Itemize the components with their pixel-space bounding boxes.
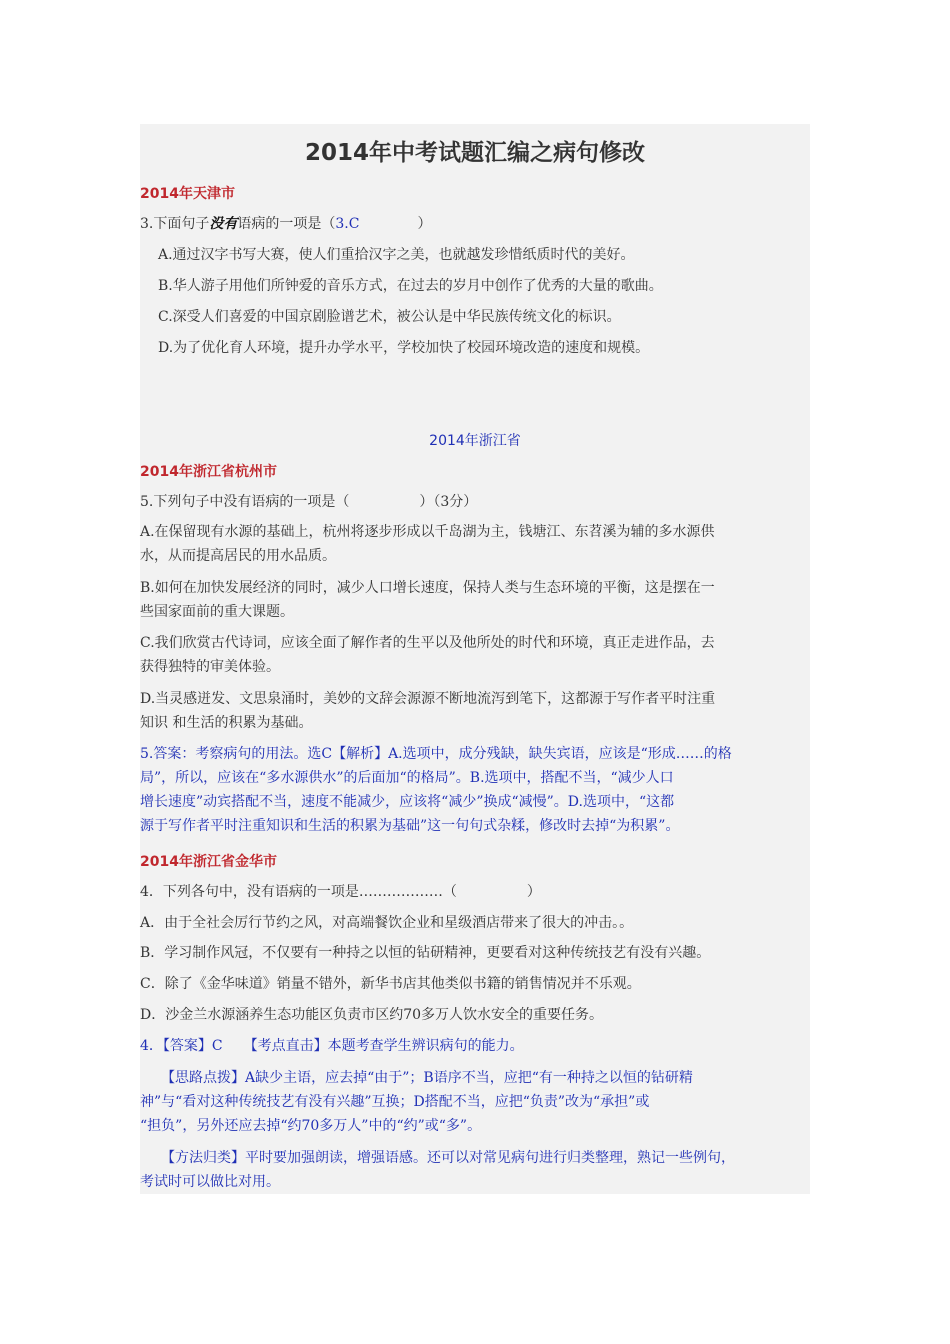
option-d: D.为了优化育人环境，提升办学水平，学校加快了校园环境改造的速度和规模。: [158, 340, 650, 356]
answer-line: 源于写作者平时注重知识和生活的积累为基础”这一句句式杂糅，修改时去掉“为积累”。: [140, 818, 680, 834]
option-line: A.在保留现有水源的基础上，杭州将逐步形成以千岛湖为主，钱塘江、东苕溪为辅的多水源供: [140, 524, 715, 540]
analysis-line: 【思路点拨】A缺少主语，应去掉“由于”；B语序不当，应把“有一种持之以恒的钻研精: [140, 1070, 693, 1086]
answer-hangzhou: [140, 742, 810, 838]
analysis-line: 神”与“看对这种传统技艺有没有兴趣”互换；D搭配不当，应把“负责”改为“承担”或: [140, 1094, 650, 1110]
question-emphasis: 没有: [209, 216, 238, 232]
option-d: D．沙金兰水源涵养生态功能区负责市区约70多万人饮水安全的重要任务。: [140, 1007, 604, 1023]
option-line: 些国家面前的重大课题。: [140, 604, 294, 620]
question-jinhua: 4．下列各句中，没有语病的一项是………………（ ）: [140, 884, 541, 900]
question-prefix: 3.下面句子: [140, 216, 210, 232]
section-heading-jinhua: 2014年浙江省金华市: [140, 854, 277, 870]
option-b: [140, 576, 810, 624]
analysis-jinhua: [140, 1066, 810, 1138]
question-hangzhou: 5.下列句子中没有语病的一项是（ ）（3分）: [140, 494, 478, 510]
option-line: 水，从而提高居民的用水品质。: [140, 548, 336, 564]
option-c: C.深受人们喜爱的中国京剧脸谱艺术，被公认是中华民族传统文化的标识。: [158, 309, 621, 325]
answer-line: 增长速度”动宾搭配不当，速度不能减少，应该将“减少”换成“减慢”。D.选项中，“这都: [140, 794, 675, 810]
option-a: A.通过汉字书写大赛，使人们重拾汉字之美，也就越发珍惜纸质时代的美好。: [158, 247, 635, 263]
question-suffix: 语病的一项是（: [237, 216, 336, 232]
answer-jinhua: 4．【答案】C 【考点直击】本题考查学生辨识病句的能力。: [140, 1038, 524, 1054]
answer-inline: 3.C: [335, 216, 360, 232]
option-line: B.如何在加快发展经济的同时，减少人口增长速度，保持人类与生态环境的平衡，这是摆在一: [140, 580, 715, 596]
page-title: 2014年中考试题汇编之病句修改: [304, 140, 645, 166]
option-a: [140, 520, 810, 568]
document-body: [140, 124, 810, 1194]
option-c: C．除了《金华味道》销量不错外，新华书店其他类似书籍的销售情况并不乐观。: [140, 976, 641, 992]
option-line: D.当灵感迸发、文思泉涌时，美妙的文辞会源源不断地流泻到笔下，这都源于写作者平时注重: [140, 691, 716, 707]
question-tianjin: [140, 210, 431, 238]
option-line: 知识 和生活的积累为基础。: [140, 715, 313, 731]
question-close: ）: [417, 216, 432, 232]
option-d: [140, 687, 810, 735]
method-jinhua: [140, 1146, 810, 1194]
option-line: 获得独特的审美体验。: [140, 659, 280, 675]
method-line: 考试时可以做比对用。: [140, 1174, 280, 1190]
option-c: [140, 631, 810, 679]
analysis-line: “担负”，另外还应去掉“约70多万人”中的“约”或“多”。: [140, 1118, 482, 1134]
answer-line: 局”，所以，应该在“多水源供水”的后面加“的格局”。B.选项中，搭配不当，“减少人口: [140, 770, 674, 786]
section-heading-tianjin: 2014年天津市: [140, 186, 235, 202]
section-heading-hangzhou: 2014年浙江省杭州市: [140, 464, 277, 480]
answer-line: 5.答案：考察病句的用法。选C【解析】A.选项中，成分残缺，缺失宾语，应该是“形成……的格: [140, 746, 732, 762]
method-line: 【方法归类】平时要加强朗读，增强语感。还可以对常见病句进行归类整理，熟记一些例句，: [140, 1150, 735, 1166]
option-line: C.我们欣赏古代诗词，应该全面了解作者的生平以及他所处的时代和环境，真正走进作品，去: [140, 635, 715, 651]
option-a: A．由于全社会厉行节约之风，对高端餐饮企业和星级酒店带来了很大的冲击。。: [140, 915, 634, 931]
option-b: B．学习制作风冠，不仅要有一种持之以恒的钻研精神，更要看对这种传统技艺有没有兴趣。: [140, 945, 711, 961]
section-header-zhejiang: 2014年浙江省: [429, 433, 521, 449]
option-b: B.华人游子用他们所钟爱的音乐方式，在过去的岁月中创作了优秀的大量的歌曲。: [158, 278, 663, 294]
